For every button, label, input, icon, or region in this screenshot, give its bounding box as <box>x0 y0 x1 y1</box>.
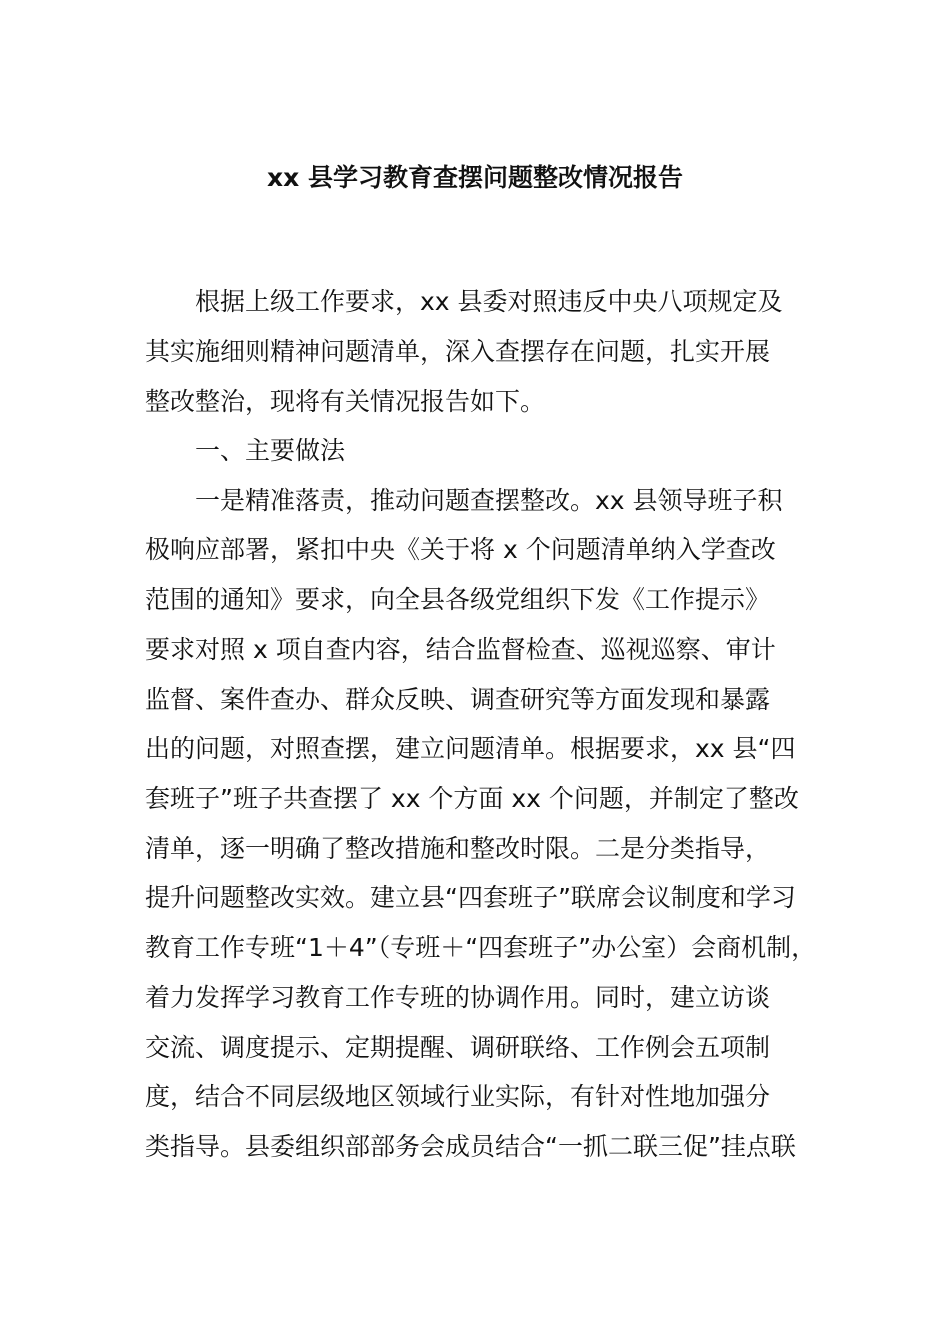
paragraph-line: 出的问题，对照查摆，建立问题清单。根据要求，xx 县“四 <box>145 734 796 763</box>
section-heading: 一、主要做法 <box>195 436 346 465</box>
paragraph-line: 清单，逐一明确了整改措施和整改时限。二是分类指导， <box>145 834 771 863</box>
paragraph-line: 交流、调度提示、定期提醒、调研联络、工作例会五项制 <box>145 1033 771 1062</box>
paragraph-line: 类指导。县委组织部部务会成员结合“一抓二联三促”挂点联 <box>145 1132 796 1161</box>
document-title: xx 县学习教育查摆问题整改情况报告 <box>267 163 683 192</box>
paragraph-line: 根据上级工作要求，xx 县委对照违反中央八项规定及 <box>195 287 783 316</box>
paragraph-line: 要求对照 x 项自查内容，结合监督检查、巡视巡察、审计 <box>145 635 776 664</box>
paragraph-line: 监督、案件查办、群众反映、调查研究等方面发现和暴露 <box>145 685 771 714</box>
paragraph-line: 提升问题整改实效。建立县“四套班子”联席会议制度和学习 <box>145 883 796 912</box>
paragraph-line: 整改整治，现将有关情况报告如下。 <box>145 387 546 416</box>
paragraph-line: 度，结合不同层级地区领域行业实际，有针对性地加强分 <box>145 1082 771 1111</box>
paragraph-line: 教育工作专班“1＋4”（专班＋“四套班子”办公室）会商机制， <box>145 933 817 962</box>
paragraph-line: 其实施细则精神问题清单，深入查摆存在问题，扎实开展 <box>145 337 771 366</box>
paragraph-line: 范围的通知》要求，向全县各级党组织下发《工作提示》 <box>145 585 771 614</box>
paragraph-line: 套班子”班子共查摆了 xx 个方面 xx 个问题，并制定了整改 <box>145 784 799 813</box>
paragraph-line: 极响应部署，紧扣中央《关于将 x 个问题清单纳入学查改 <box>145 535 776 564</box>
paragraph-line: 着力发挥学习教育工作专班的协调作用。同时，建立访谈 <box>145 983 771 1012</box>
paragraph-line: 一是精准落责，推动问题查摆整改。xx 县领导班子积 <box>195 486 783 515</box>
